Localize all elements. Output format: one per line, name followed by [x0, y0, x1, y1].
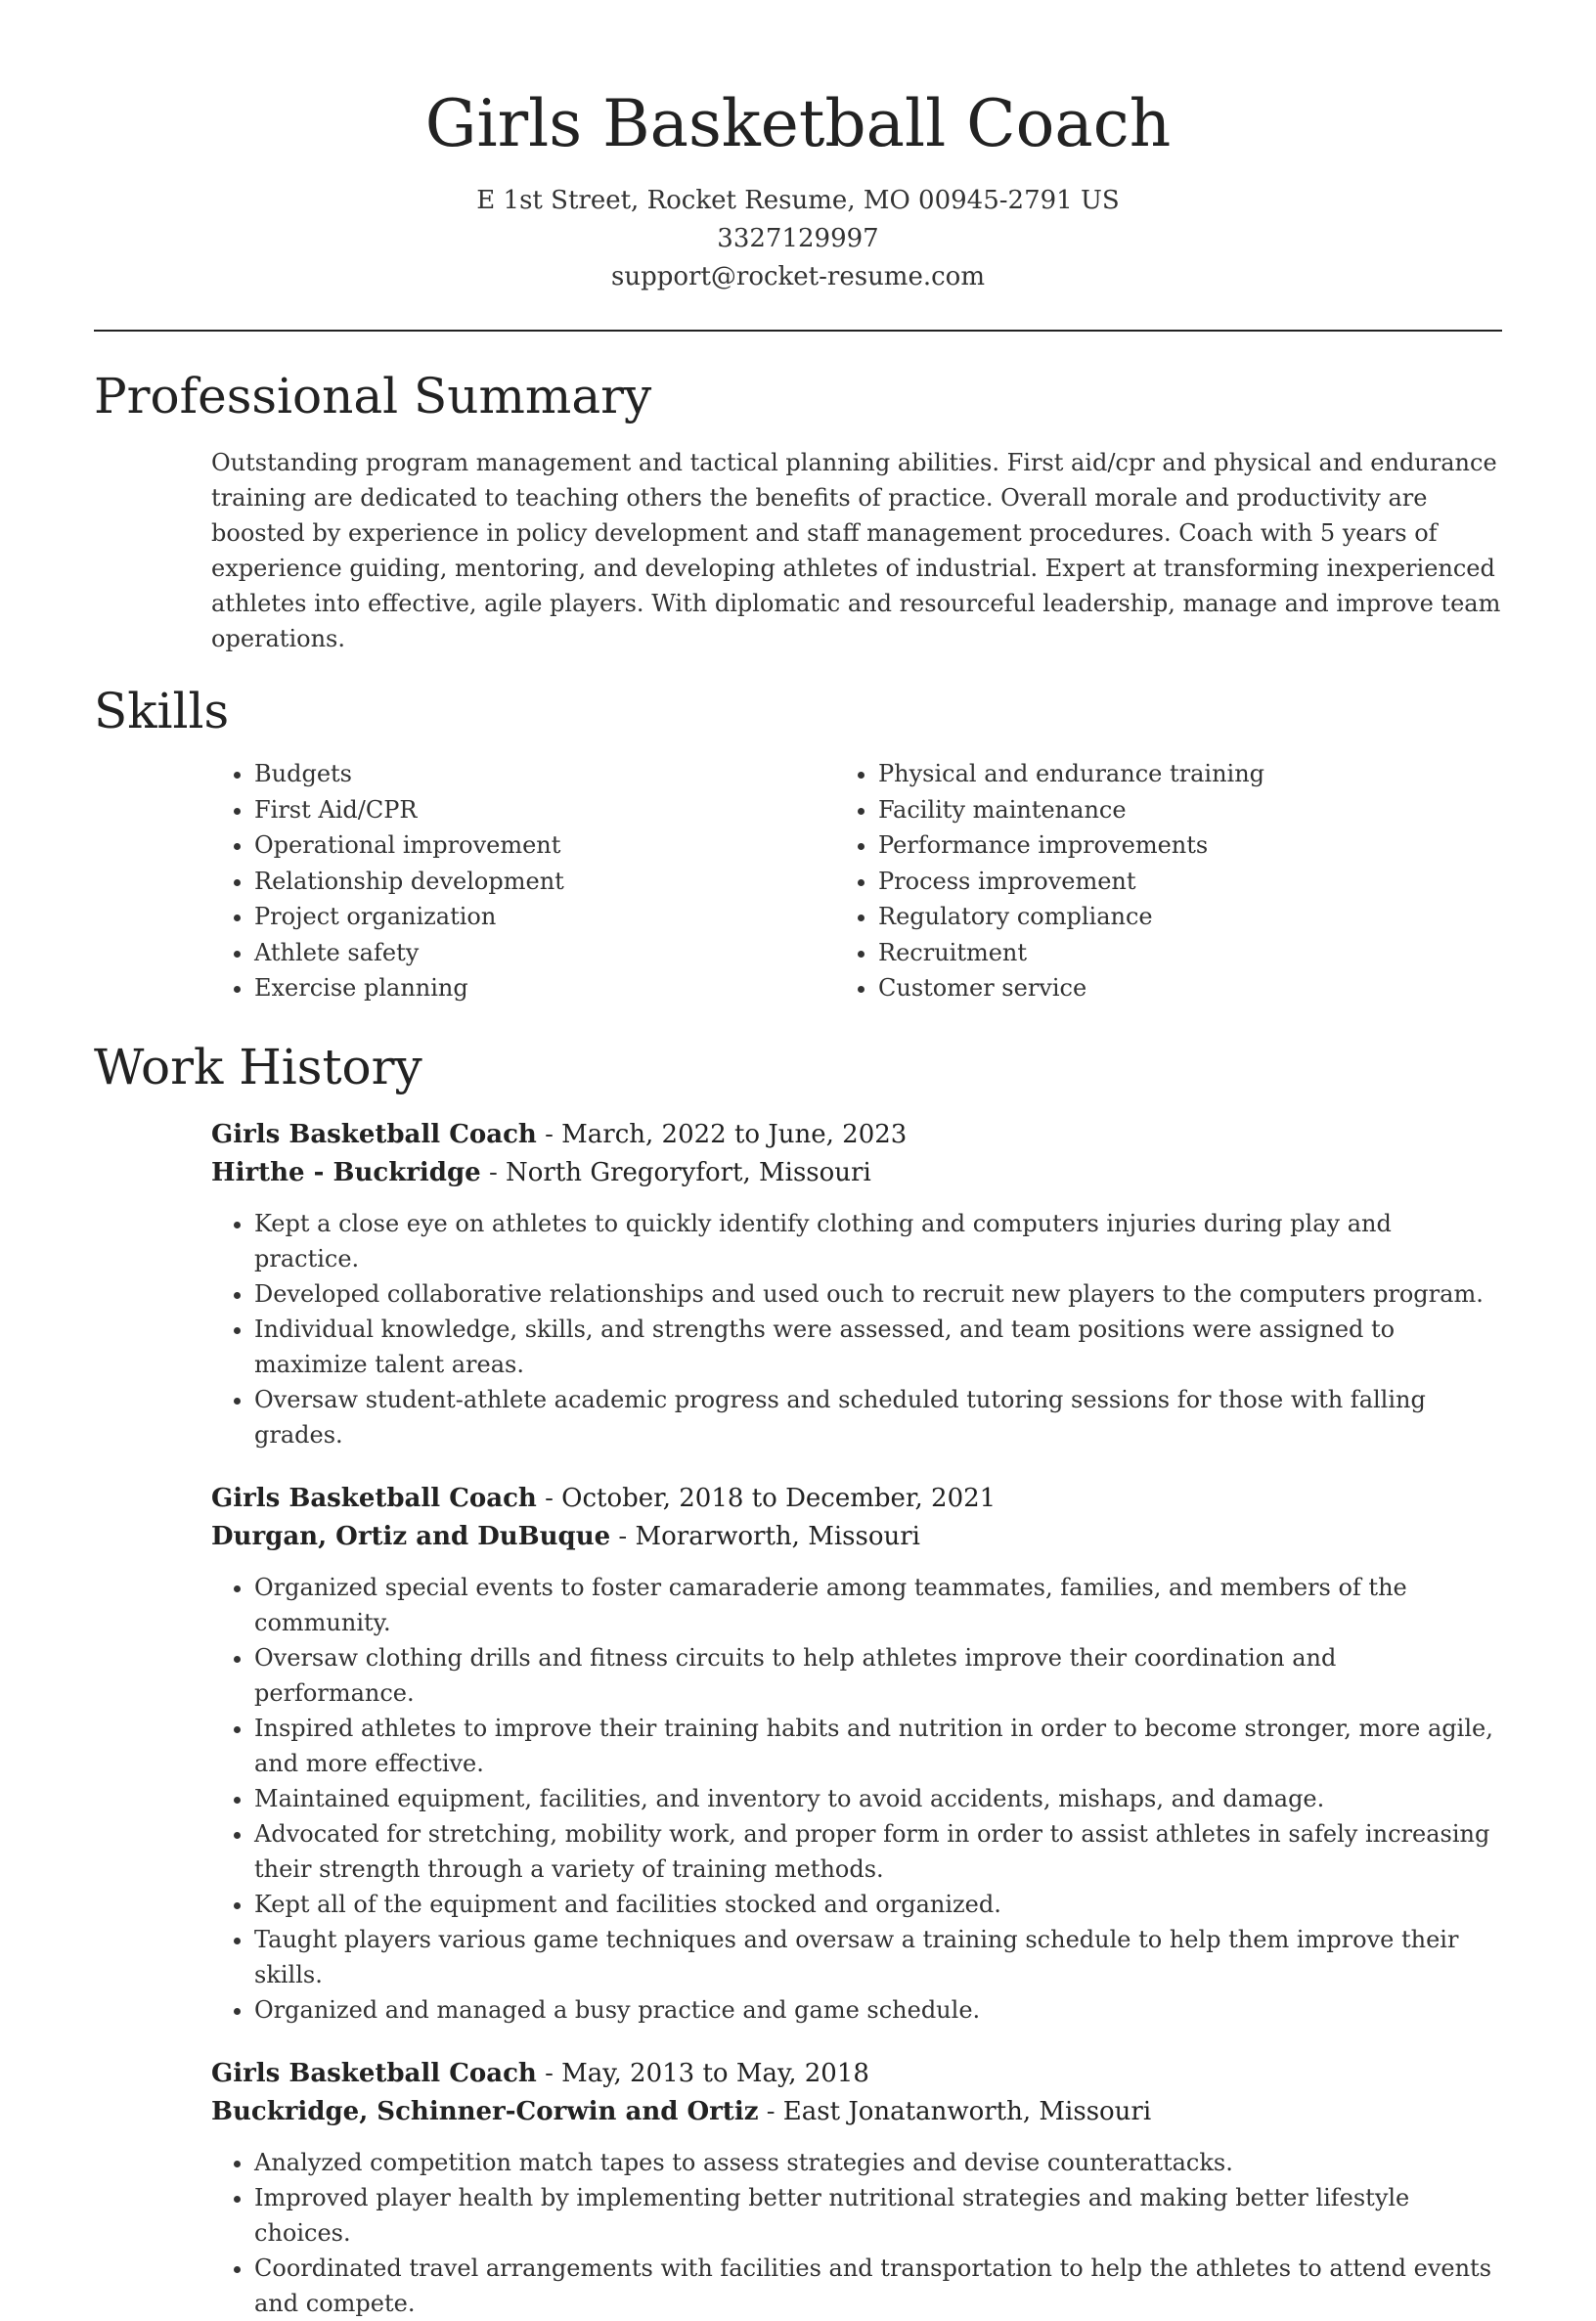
summary-text: Outstanding program management and tactical planning abilities. First aid/cpr and physical and endurance training are dedicated to teaching others the benefits of practice. Overall morale and productivity are boosted by experience in policy development and staff management procedures. Coach with 5 years of experience guiding, mentoring, and developing athletes of industrial. Expert at transforming inexperienced athletes into effective, agile players. With diplomatic and resourceful leadership, manage and improve team operations.: [211, 449, 1501, 652]
job-dates: March, 2022 to June, 2023: [561, 1119, 908, 1149]
job-dates: May, 2013 to May, 2018: [561, 2058, 869, 2088]
header-divider: [94, 330, 1502, 332]
job-bullet: • Taught players various game techniques and oversaw a training schedule to help them improve their skills.: [254, 1922, 1502, 1992]
skills-list-right: [835, 756, 1502, 1006]
job-bullet: • Maintained equipment, facilities, and inventory to avoid accidents, mishaps, and damage.: [254, 1781, 1502, 1816]
work-history-heading: Work History: [94, 1038, 422, 1095]
job-company-line: Hirthe - Buckridge - North Gregoryfort, Missouri: [211, 1157, 871, 1187]
job-bullet: • Kept a close eye on athletes to quickly identify clothing and computers injuries during play and practice.: [254, 1206, 1502, 1276]
job-bullet: • Inspired athletes to improve their training habits and nutrition in order to become stronger, more agile, and more effective.: [254, 1711, 1502, 1781]
job-bullet: • Organized special events to foster camaraderie among teammates, families, and members of the community.: [254, 1570, 1502, 1640]
work-history-section: [94, 1036, 1502, 2321]
skills-heading: Skills: [94, 683, 230, 739]
job-location: North Gregoryfort, Missouri: [506, 1157, 871, 1187]
contact-email: support@rocket-resume.com: [610, 262, 985, 291]
job-company-line: Buckridge, Schinner-Corwin and Ortiz - East Jonatanworth, Missouri: [211, 2096, 1152, 2126]
skill-item: • Customer service: [878, 970, 1502, 1006]
skill-item: • Physical and endurance training: [878, 756, 1502, 792]
job-role: Girls Basketball Coach: [211, 1119, 537, 1149]
contact-address: E 1st Street, Rocket Resume, MO 00945-2791 US: [476, 186, 1120, 215]
skill-item: • Facility maintenance: [878, 792, 1502, 828]
skill-item: • Project organization: [254, 899, 878, 935]
skills-columns: [211, 756, 1502, 1006]
resume-header: [94, 0, 1502, 296]
job-bullet: • Organized and managed a busy practice and game schedule.: [254, 1992, 1502, 2028]
job-bullet: • Improved player health by implementing better nutritional strategies and making better lifestyle choices.: [254, 2180, 1502, 2251]
job-company-line: Durgan, Ortiz and DuBuque - Morarworth, Missouri: [211, 1521, 920, 1551]
job-entry: [211, 1480, 1502, 2028]
job-entry: [211, 1116, 1502, 1452]
job-location: East Jonatanworth, Missouri: [782, 2096, 1152, 2126]
job-company: Buckridge, Schinner-Corwin and Ortiz: [211, 2096, 759, 2126]
job-bullets: [211, 2145, 1502, 2321]
skills-section: [94, 680, 1502, 1006]
skill-item: • Process improvement: [878, 864, 1502, 900]
contact-block: [94, 182, 1502, 296]
contact-phone: 3327129997: [717, 224, 879, 253]
job-bullet: • Oversaw clothing drills and fitness circuits to help athletes improve their coordination and performance.: [254, 1640, 1502, 1711]
job-company: Durgan, Ortiz and DuBuque: [211, 1521, 611, 1551]
job-bullet: • Oversaw student-athlete academic progress and scheduled tutoring sessions for those with falling grades.: [254, 1382, 1502, 1452]
skill-item: • Regulatory compliance: [878, 899, 1502, 935]
job-role: Girls Basketball Coach: [211, 1483, 537, 1513]
skill-item: • Operational improvement: [254, 827, 878, 864]
job-bullet: • Individual knowledge, skills, and strengths were assessed, and team positions were assigned to maximize talent areas.: [254, 1312, 1502, 1382]
job-bullet: • Kept all of the equipment and facilities stocked and organized.: [254, 1887, 1502, 1922]
skills-list-left: [211, 756, 878, 1006]
job-role: Girls Basketball Coach: [211, 2058, 537, 2088]
job-title-line: Girls Basketball Coach - October, 2018 to December, 2021: [211, 1483, 997, 1513]
job-bullets: [211, 1206, 1502, 1452]
job-title-line: Girls Basketball Coach - May, 2013 to May, 2018: [211, 2058, 869, 2088]
job-bullet: • Developed collaborative relationships and used ouch to recruit new players to the computers program.: [254, 1276, 1502, 1312]
job-entry: [211, 2055, 1502, 2321]
skill-item: • Budgets: [254, 756, 878, 792]
skill-item: • Relationship development: [254, 864, 878, 900]
job-company: Hirthe - Buckridge: [211, 1157, 481, 1187]
skill-item: • Recruitment: [878, 935, 1502, 971]
job-dates: October, 2018 to December, 2021: [561, 1483, 997, 1513]
job-bullet: • Advocated for stretching, mobility work, and proper form in order to assist athletes in safely increasing their strength through a variety of training methods.: [254, 1816, 1502, 1887]
skill-item: • Exercise planning: [254, 970, 878, 1006]
candidate-name: Girls Basketball Coach: [424, 86, 1172, 161]
job-bullets: [211, 1570, 1502, 2028]
skill-item: • First Aid/CPR: [254, 792, 878, 828]
skill-item: • Performance improvements: [878, 827, 1502, 864]
job-title-line: Girls Basketball Coach - March, 2022 to June, 2023: [211, 1119, 908, 1149]
job-bullet: • Coordinated travel arrangements with facilities and transportation to help the athletes to attend events and compete.: [254, 2251, 1502, 2321]
skill-item: • Athlete safety: [254, 935, 878, 971]
summary-heading: Professional Summary: [94, 368, 652, 424]
resume-page: [94, 0, 1502, 2321]
job-location: Morarworth, Missouri: [635, 1521, 920, 1551]
summary-section: [94, 365, 1502, 656]
job-bullet: • Analyzed competition match tapes to assess strategies and devise counterattacks.: [254, 2145, 1502, 2180]
